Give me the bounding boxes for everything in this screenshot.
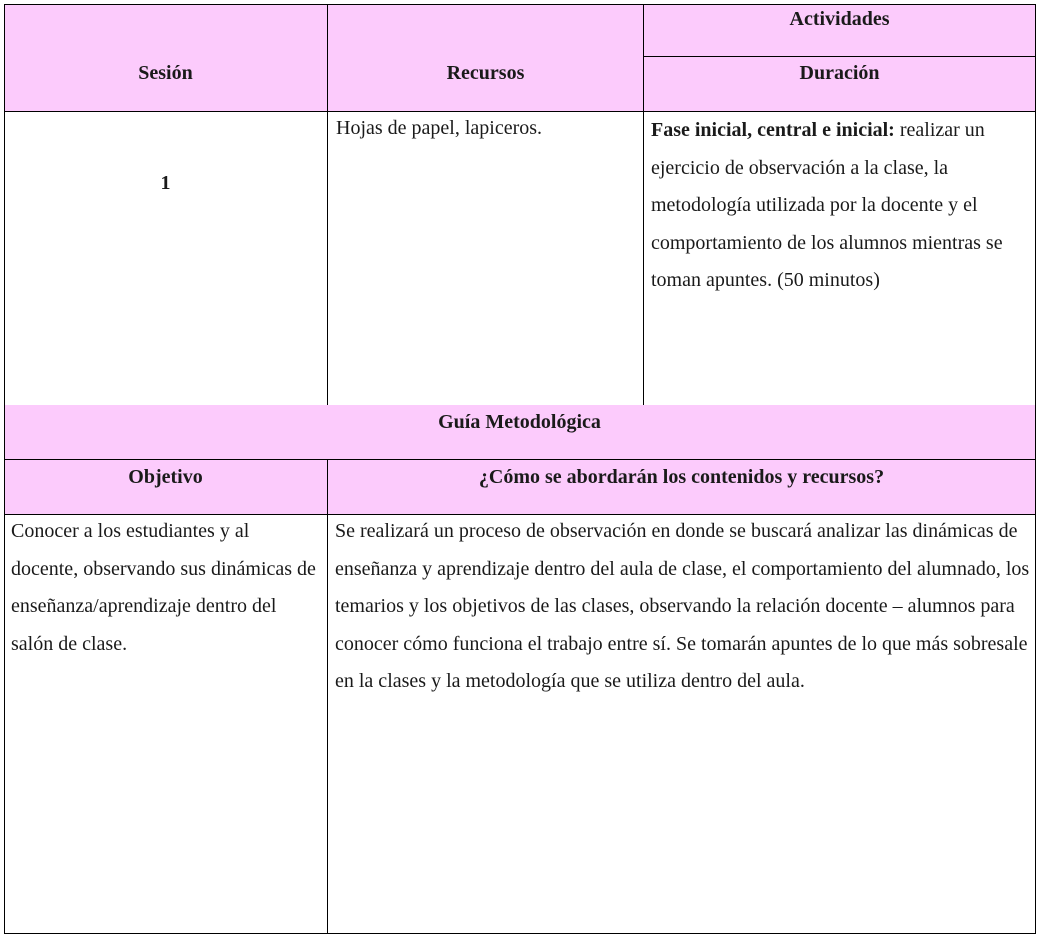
header-activities: Actividades (789, 8, 890, 30)
divider-guide-title (4, 459, 1036, 460)
objective-header: Objetivo (128, 466, 203, 488)
divider-guide-header (4, 514, 1036, 515)
activity-body: realizar un ejercicio de observación a la clase, la metodología utilizada por la docente y el comportamiento de los alumnos mientras se toman apuntes. (50 minutos) (651, 119, 1003, 291)
activity-text (651, 112, 1031, 300)
header-duration: Duración (799, 62, 880, 84)
resources-text: Hojas de papel, lapiceros. (336, 117, 543, 139)
border-top (4, 4, 1036, 5)
approach-text: Se realizará un proceso de observación en donde se buscará analizar las dinámicas de enseñanza y aprendizaje dentro del aula de clase, el comportamiento del alumnado, los temarios y los objetivos de las clases, observando la relación docente – alumnos para conocer cómo funciona el trabajo entre sí. Se tomarán apuntes de lo que más sobresale en la clases y la metodología que se utiliza dentro del aula. (335, 520, 1030, 692)
divider-header-bottom (4, 111, 1036, 112)
border-bottom (4, 933, 1036, 934)
border-left (4, 4, 5, 933)
divider-session (327, 4, 328, 405)
activity-lead: Fase inicial, central e inicial: (651, 119, 895, 141)
divider-resources (643, 4, 644, 405)
divider-activities (644, 56, 1035, 57)
header-session: Sesión (138, 62, 193, 84)
objective-text: Conocer a los estudiantes y al docente, observando sus dinámicas de enseñanza/aprendizaje dentro del salón de clase. (11, 520, 316, 655)
divider-objective (327, 460, 328, 933)
header-resources: Recursos (446, 62, 525, 84)
session-number: 1 (160, 172, 171, 194)
border-right (1035, 4, 1036, 933)
guide-title: Guía Metodológica (438, 411, 601, 433)
header-resources-cell (328, 4, 643, 111)
header-session-cell (4, 4, 327, 111)
approach-header: ¿Cómo se abordarán los contenidos y recursos? (478, 466, 885, 488)
